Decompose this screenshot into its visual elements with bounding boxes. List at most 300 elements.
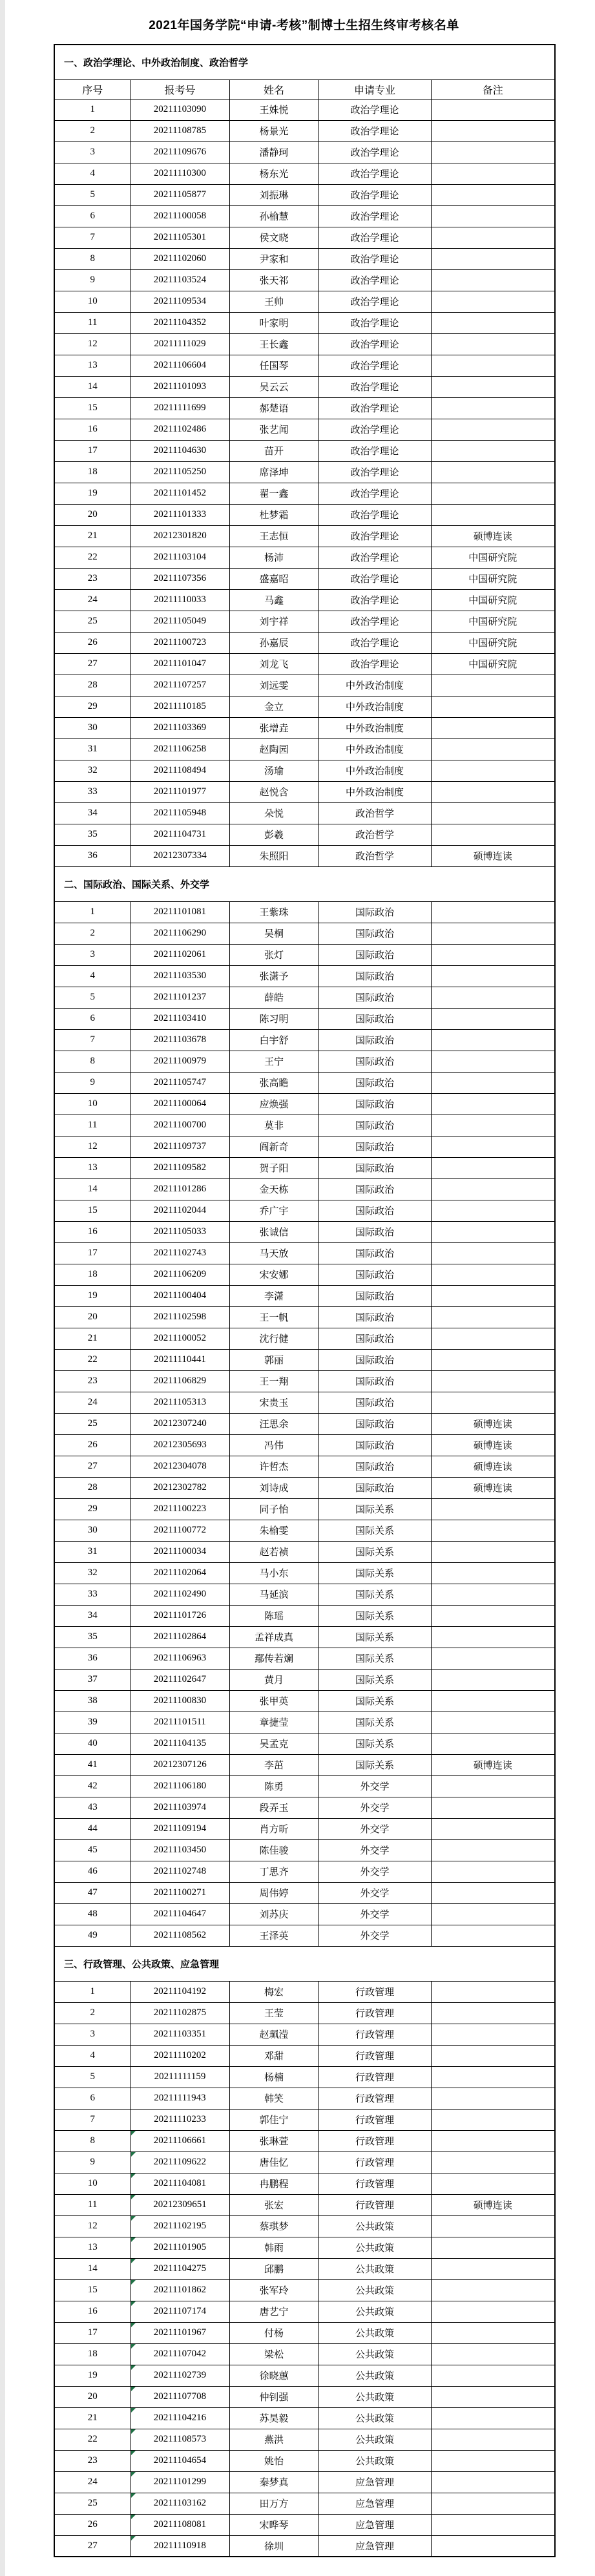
cell-applicant-id: 20211102743 [130, 1242, 229, 1264]
table-row [54, 2450, 555, 2471]
table-row [54, 2322, 555, 2343]
cell-applicant-name: 陈佳骏 [229, 1839, 318, 1861]
cell-major: 国际政治 [318, 1221, 431, 1242]
cell-applicant-id: 20211102060 [130, 248, 229, 269]
cell-applicant-id: 20211104352 [130, 312, 229, 333]
table-row [54, 2429, 555, 2450]
cell-note [431, 1648, 555, 1669]
cell-applicant-name: 杜梦霜 [229, 504, 318, 525]
cell-applicant-name: 苏昊毅 [229, 2407, 318, 2429]
cell-seq-no: 23 [54, 1370, 130, 1392]
cell-major: 国际政治 [318, 1051, 431, 1072]
cell-seq-no: 20 [54, 2386, 130, 2407]
cell-major: 中外政治制度 [318, 738, 431, 760]
cell-applicant-id: 20211105877 [130, 184, 229, 205]
cell-major: 公共政策 [318, 2386, 431, 2407]
cell-applicant-id: 20211102647 [130, 1669, 229, 1690]
cell-applicant-id: 20211100979 [130, 1051, 229, 1072]
cell-applicant-id: 20211100058 [130, 205, 229, 227]
number-as-text-triangle-icon [131, 2365, 136, 2370]
table-row [54, 1562, 555, 1584]
cell-major: 政治学理论 [318, 205, 431, 227]
cell-applicant-name: 朵悦 [229, 802, 318, 824]
cell-major: 政治学理论 [318, 141, 431, 163]
cell-applicant-id: 20211107174 [130, 2301, 229, 2322]
table-row [54, 1584, 555, 1605]
cell-note [431, 1882, 555, 1903]
cell-note: 硕博连读 [431, 1754, 555, 1775]
cell-seq-no: 5 [54, 2066, 130, 2088]
cell-applicant-name: 肖方昕 [229, 1818, 318, 1839]
cell-applicant-id: 20211101047 [130, 653, 229, 675]
cell-applicant-name: 杨楠 [229, 2066, 318, 2088]
cell-note [431, 248, 555, 269]
table-row [54, 2066, 555, 2088]
cell-applicant-id: 20211105313 [130, 1392, 229, 1413]
cell-note [431, 2002, 555, 2024]
table-row [54, 205, 555, 227]
cell-applicant-name: 金天栋 [229, 1178, 318, 1200]
cell-applicant-name: 王姝悦 [229, 99, 318, 120]
section-band-row [54, 45, 555, 79]
cell-applicant-id: 20211111699 [130, 397, 229, 419]
table-row [54, 1285, 555, 1306]
table-row [54, 440, 555, 461]
table-row [54, 760, 555, 781]
number-as-text-triangle-icon [131, 2131, 136, 2135]
cell-applicant-id: 20211103162 [130, 2493, 229, 2514]
cell-applicant-name: 任国琴 [229, 355, 318, 376]
cell-note: 硕博连读 [431, 1434, 555, 1456]
cell-note [431, 717, 555, 738]
cell-major: 政治学理论 [318, 227, 431, 248]
cell-applicant-name: 李潇 [229, 1285, 318, 1306]
cell-applicant-id: 20211101905 [130, 2237, 229, 2258]
cell-major: 国际关系 [318, 1712, 431, 1733]
table-row [54, 1626, 555, 1648]
cell-seq-no: 26 [54, 1434, 130, 1456]
cell-applicant-name: 潘静珂 [229, 141, 318, 163]
cell-applicant-name: 盛嘉昭 [229, 568, 318, 589]
cell-note [431, 802, 555, 824]
cell-seq-no: 18 [54, 461, 130, 483]
cell-applicant-name: 韩雨 [229, 2237, 318, 2258]
cell-note [431, 1093, 555, 1115]
cell-major: 政治学理论 [318, 611, 431, 632]
cell-seq-no: 22 [54, 2429, 130, 2450]
column-header-0: 序号 [54, 79, 130, 99]
cell-applicant-id: 20211105301 [130, 227, 229, 248]
cell-major: 国际政治 [318, 1200, 431, 1221]
cell-applicant-id: 20212307126 [130, 1754, 229, 1775]
table-row [54, 2471, 555, 2493]
cell-major: 国际政治 [318, 965, 431, 987]
table-row [54, 2002, 555, 2024]
cell-major: 政治学理论 [318, 653, 431, 675]
cell-note [431, 163, 555, 184]
cell-seq-no: 3 [54, 141, 130, 163]
cell-applicant-id: 20211105948 [130, 802, 229, 824]
cell-applicant-name: 孙榆慧 [229, 205, 318, 227]
cell-seq-no: 12 [54, 333, 130, 355]
cell-seq-no: 25 [54, 2493, 130, 2514]
cell-seq-no: 16 [54, 2301, 130, 2322]
cell-major: 政治哲学 [318, 824, 431, 845]
cell-major: 国际关系 [318, 1754, 431, 1775]
cell-applicant-name: 梅宏 [229, 1981, 318, 2002]
table-row [54, 1413, 555, 1434]
cell-applicant-name: 张灯 [229, 944, 318, 965]
table-row [54, 483, 555, 504]
table-row [54, 2407, 555, 2429]
cell-major: 行政管理 [318, 2152, 431, 2173]
cell-applicant-id: 20211108573 [130, 2429, 229, 2450]
cell-applicant-name: 赵若祯 [229, 1541, 318, 1562]
cell-major: 政治学理论 [318, 504, 431, 525]
column-header-row [54, 79, 555, 99]
cell-note [431, 675, 555, 696]
number-as-text-triangle-icon [131, 2280, 136, 2285]
cell-seq-no: 21 [54, 2407, 130, 2429]
cell-applicant-id: 20211102064 [130, 1562, 229, 1584]
cell-applicant-id: 20211105250 [130, 461, 229, 483]
cell-seq-no: 6 [54, 1008, 130, 1029]
cell-seq-no: 11 [54, 312, 130, 333]
cell-applicant-name: 张增垚 [229, 717, 318, 738]
table-row [54, 2109, 555, 2130]
table-row [54, 2088, 555, 2109]
cell-note [431, 1925, 555, 1946]
cell-note [431, 1349, 555, 1370]
cell-note [431, 2386, 555, 2407]
cell-major: 国际政治 [318, 1115, 431, 1136]
cell-note [431, 227, 555, 248]
cell-applicant-id: 20211105033 [130, 1221, 229, 1242]
cell-major: 国际政治 [318, 1136, 431, 1157]
cell-note [431, 2279, 555, 2301]
cell-applicant-id: 20211108081 [130, 2514, 229, 2535]
cell-major: 外交学 [318, 1839, 431, 1861]
table-row [54, 2237, 555, 2258]
cell-major: 政治学理论 [318, 120, 431, 141]
cell-major: 公共政策 [318, 2343, 431, 2365]
table-row [54, 1981, 555, 2002]
cell-applicant-name: 唐佳忆 [229, 2152, 318, 2173]
cell-applicant-id: 20211102061 [130, 944, 229, 965]
cell-major: 外交学 [318, 1925, 431, 1946]
cell-note [431, 901, 555, 923]
cell-applicant-id: 20211101081 [130, 901, 229, 923]
table-row [54, 99, 555, 120]
cell-major: 政治学理论 [318, 333, 431, 355]
table-row [54, 2279, 555, 2301]
cell-applicant-id: 20211104216 [130, 2407, 229, 2429]
cell-note [431, 2237, 555, 2258]
cell-applicant-name: 吴桐 [229, 923, 318, 944]
cell-seq-no: 7 [54, 1029, 130, 1051]
cell-note [431, 2493, 555, 2514]
cell-applicant-id: 20211110233 [130, 2109, 229, 2130]
table-row [54, 901, 555, 923]
cell-note [431, 1839, 555, 1861]
number-as-text-triangle-icon [131, 2515, 136, 2519]
table-row [54, 1818, 555, 1839]
cell-applicant-id: 20211102748 [130, 1861, 229, 1882]
cell-major: 中外政治制度 [318, 696, 431, 717]
cell-seq-no: 1 [54, 99, 130, 120]
cell-seq-no: 32 [54, 1562, 130, 1584]
cell-major: 国际政治 [318, 1029, 431, 1051]
cell-note: 中国研究院 [431, 568, 555, 589]
cell-seq-no: 37 [54, 1669, 130, 1690]
table-row [54, 1328, 555, 1349]
cell-applicant-name: 徐圳 [229, 2535, 318, 2557]
cell-applicant-id: 20211103678 [130, 1029, 229, 1051]
table-row [54, 1029, 555, 1051]
cell-major: 外交学 [318, 1818, 431, 1839]
cell-applicant-name: 邓甜 [229, 2045, 318, 2066]
cell-applicant-name: 王志恒 [229, 525, 318, 547]
number-as-text-triangle-icon [131, 2408, 136, 2413]
cell-seq-no: 29 [54, 696, 130, 717]
cell-major: 外交学 [318, 1882, 431, 1903]
cell-major: 政治学理论 [318, 312, 431, 333]
cell-major: 国际关系 [318, 1733, 431, 1754]
table-row [54, 2152, 555, 2173]
cell-applicant-id: 20211101299 [130, 2471, 229, 2493]
cell-major: 国际关系 [318, 1605, 431, 1626]
cell-note [431, 1285, 555, 1306]
cell-applicant-name: 侯文晓 [229, 227, 318, 248]
cell-seq-no: 34 [54, 1605, 130, 1626]
cell-note [431, 1712, 555, 1733]
number-as-text-triangle-icon [131, 2173, 136, 2178]
table-row [54, 1370, 555, 1392]
cell-applicant-name: 冉鹏程 [229, 2173, 318, 2194]
cell-major: 外交学 [318, 1903, 431, 1925]
cell-seq-no: 20 [54, 1306, 130, 1328]
cell-applicant-id: 20211102490 [130, 1584, 229, 1605]
cell-seq-no: 9 [54, 2152, 130, 2173]
cell-seq-no: 8 [54, 2130, 130, 2152]
cell-applicant-id: 20211110202 [130, 2045, 229, 2066]
number-as-text-triangle-icon [131, 2429, 136, 2434]
cell-seq-no: 4 [54, 163, 130, 184]
cell-seq-no: 29 [54, 1498, 130, 1520]
cell-major: 政治学理论 [318, 99, 431, 120]
table-row [54, 141, 555, 163]
cell-seq-no: 36 [54, 1648, 130, 1669]
cell-note [431, 2173, 555, 2194]
column-header-4: 备注 [431, 79, 555, 99]
cell-applicant-id: 20211106661 [130, 2130, 229, 2152]
cell-seq-no: 1 [54, 901, 130, 923]
cell-major: 中外政治制度 [318, 675, 431, 696]
section-heading: 一、政治学理论、中外政治制度、政治哲学 [54, 45, 555, 79]
cell-note [431, 2301, 555, 2322]
cell-seq-no: 13 [54, 355, 130, 376]
table-row [54, 965, 555, 987]
table-row [54, 1242, 555, 1264]
cell-note [431, 419, 555, 440]
cell-note [431, 2109, 555, 2130]
cell-seq-no: 27 [54, 2535, 130, 2557]
cell-note [431, 184, 555, 205]
cell-applicant-id: 20211103351 [130, 2024, 229, 2045]
cell-major: 国际政治 [318, 1477, 431, 1498]
cell-seq-no: 38 [54, 1690, 130, 1712]
cell-seq-no: 30 [54, 1520, 130, 1541]
cell-major: 政治学理论 [318, 248, 431, 269]
cell-seq-no: 41 [54, 1754, 130, 1775]
cell-note [431, 1541, 555, 1562]
cell-applicant-name: 刘龙飞 [229, 653, 318, 675]
cell-applicant-id: 20211106604 [130, 355, 229, 376]
cell-applicant-name: 彭羲 [229, 824, 318, 845]
cell-applicant-name: 张潇予 [229, 965, 318, 987]
number-as-text-triangle-icon [131, 2451, 136, 2455]
cell-seq-no: 20 [54, 504, 130, 525]
cell-applicant-id: 20211100034 [130, 1541, 229, 1562]
cell-note [431, 781, 555, 802]
cell-seq-no: 27 [54, 653, 130, 675]
cell-applicant-id: 20211102864 [130, 1626, 229, 1648]
cell-applicant-id: 20211102486 [130, 419, 229, 440]
cell-note [431, 1178, 555, 1200]
cell-seq-no: 23 [54, 568, 130, 589]
cell-applicant-id: 20211109676 [130, 141, 229, 163]
table-row [54, 1200, 555, 1221]
cell-seq-no: 5 [54, 987, 130, 1008]
cell-note [431, 1818, 555, 1839]
cell-applicant-name: 朱榆雯 [229, 1520, 318, 1541]
cell-major: 行政管理 [318, 2024, 431, 2045]
table-row [54, 1754, 555, 1775]
cell-applicant-id: 20211102598 [130, 1306, 229, 1328]
cell-major: 行政管理 [318, 2130, 431, 2152]
cell-seq-no: 7 [54, 2109, 130, 2130]
cell-seq-no: 18 [54, 2343, 130, 2365]
cell-applicant-id: 20211101967 [130, 2322, 229, 2343]
cell-major: 政治哲学 [318, 802, 431, 824]
cell-note [431, 355, 555, 376]
cell-major: 公共政策 [318, 2301, 431, 2322]
table-row [54, 1349, 555, 1370]
number-as-text-triangle-icon [131, 2536, 136, 2540]
cell-note [431, 1242, 555, 1264]
table-row [54, 1861, 555, 1882]
cell-applicant-name: 吴云云 [229, 376, 318, 397]
table-row [54, 1136, 555, 1157]
cell-applicant-name: 同子怡 [229, 1498, 318, 1520]
cell-applicant-id: 20212301820 [130, 525, 229, 547]
table-row [54, 1541, 555, 1562]
cell-applicant-name: 莫非 [229, 1115, 318, 1136]
table-row [54, 312, 555, 333]
table-row [54, 2173, 555, 2194]
cell-major: 国际政治 [318, 1306, 431, 1328]
cell-major: 国际关系 [318, 1541, 431, 1562]
cell-major: 国际关系 [318, 1520, 431, 1541]
admission-table-body [54, 45, 555, 2557]
table-row [54, 1008, 555, 1029]
cell-major: 政治学理论 [318, 419, 431, 440]
table-row [54, 1157, 555, 1178]
cell-applicant-id: 20211101452 [130, 483, 229, 504]
table-row [54, 1051, 555, 1072]
table-row [54, 589, 555, 611]
cell-seq-no: 22 [54, 547, 130, 568]
cell-seq-no: 14 [54, 376, 130, 397]
cell-note [431, 987, 555, 1008]
cell-applicant-id: 20211101093 [130, 376, 229, 397]
cell-major: 政治学理论 [318, 525, 431, 547]
table-row [54, 2024, 555, 2045]
cell-major: 政治学理论 [318, 291, 431, 312]
cell-applicant-name: 张艺闻 [229, 419, 318, 440]
cell-applicant-name: 刘诗成 [229, 1477, 318, 1498]
cell-note [431, 1981, 555, 2002]
table-row [54, 781, 555, 802]
cell-note: 硕博连读 [431, 1456, 555, 1477]
table-row [54, 1797, 555, 1818]
cell-major: 国际关系 [318, 1626, 431, 1648]
cell-seq-no: 28 [54, 1477, 130, 1498]
cell-major: 国际关系 [318, 1562, 431, 1584]
cell-applicant-id: 20211103104 [130, 547, 229, 568]
cell-major: 国际政治 [318, 1285, 431, 1306]
table-row [54, 2194, 555, 2215]
cell-applicant-id: 20211111029 [130, 333, 229, 355]
cell-note [431, 2535, 555, 2557]
section-band-row [54, 866, 555, 901]
cell-applicant-id: 20211104192 [130, 1981, 229, 2002]
cell-applicant-name: 贺子阳 [229, 1157, 318, 1178]
cell-major: 国际关系 [318, 1648, 431, 1669]
cell-note [431, 944, 555, 965]
cell-applicant-id: 20211104135 [130, 1733, 229, 1754]
cell-note [431, 2045, 555, 2066]
cell-note [431, 1200, 555, 1221]
cell-applicant-name: 段弄玉 [229, 1797, 318, 1818]
column-header-3: 申请专业 [318, 79, 431, 99]
cell-applicant-id: 20211100772 [130, 1520, 229, 1541]
cell-major: 应急管理 [318, 2514, 431, 2535]
cell-applicant-name: 金立 [229, 696, 318, 717]
cell-seq-no: 23 [54, 2450, 130, 2471]
table-row [54, 1839, 555, 1861]
cell-note [431, 1264, 555, 1285]
cell-applicant-name: 赵悦含 [229, 781, 318, 802]
cell-seq-no: 28 [54, 675, 130, 696]
cell-applicant-name: 冯伟 [229, 1434, 318, 1456]
table-row [54, 1520, 555, 1541]
table-row [54, 227, 555, 248]
cell-major: 行政管理 [318, 2194, 431, 2215]
cell-applicant-id: 20212305693 [130, 1434, 229, 1456]
cell-applicant-id: 20211106290 [130, 923, 229, 944]
cell-seq-no: 2 [54, 120, 130, 141]
cell-seq-no: 25 [54, 611, 130, 632]
cell-applicant-id: 20211103369 [130, 717, 229, 738]
cell-applicant-name: 黄月 [229, 1669, 318, 1690]
cell-major: 公共政策 [318, 2429, 431, 2450]
cell-applicant-name: 宋贵玉 [229, 1392, 318, 1413]
cell-applicant-name: 朱照阳 [229, 845, 318, 866]
cell-applicant-id: 20211106180 [130, 1775, 229, 1797]
cell-applicant-name: 王一翔 [229, 1370, 318, 1392]
table-row [54, 2365, 555, 2386]
